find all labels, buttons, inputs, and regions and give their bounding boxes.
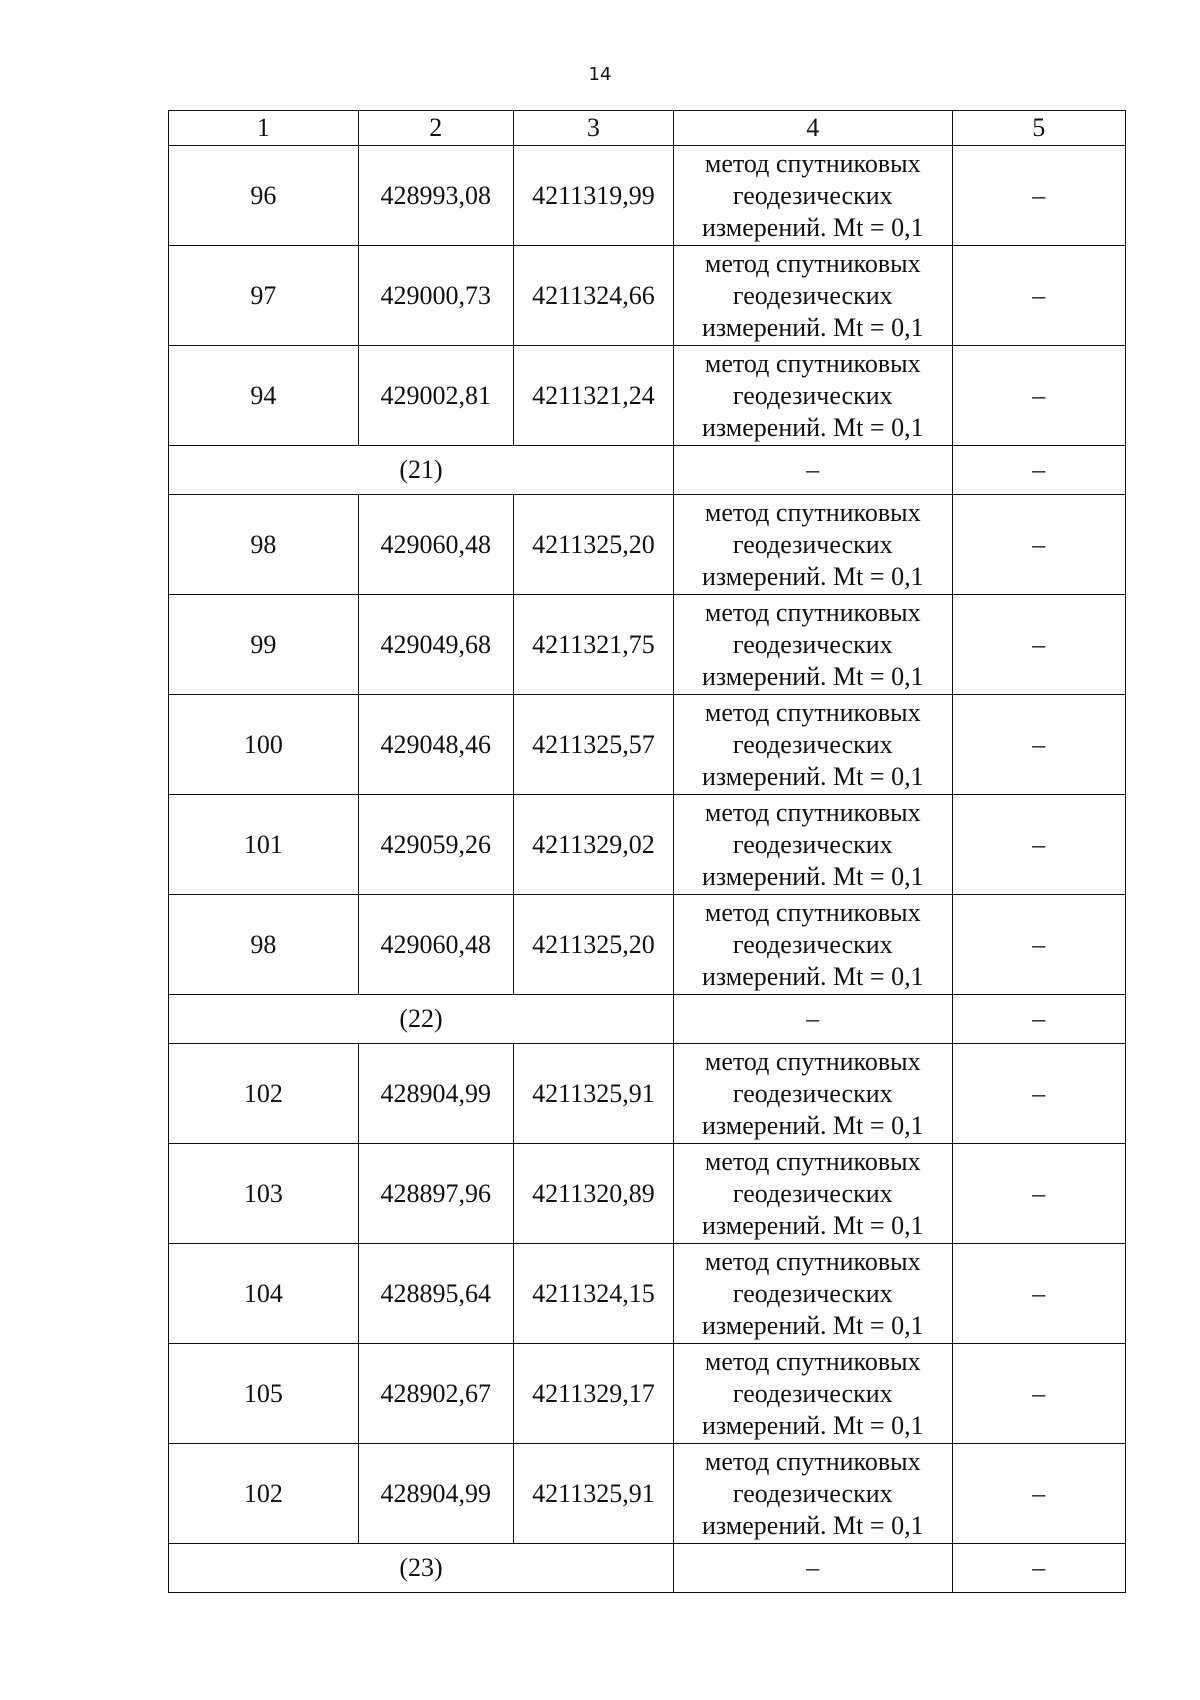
method-text-line: измерений. Mt = 0,1 — [701, 312, 924, 342]
table-row — [169, 346, 1126, 446]
method-text-line: геодезических — [732, 929, 893, 959]
point-number-cell: 104 — [169, 1244, 359, 1344]
notes-cell: – — [952, 1344, 1125, 1444]
table-row — [169, 1044, 1126, 1144]
y-coordinate-cell: 4211329,17 — [513, 1344, 673, 1444]
x-coordinate-cell: 428895,64 — [358, 1244, 513, 1344]
y-coordinate-cell: 4211321,75 — [513, 595, 673, 695]
point-number-cell: 105 — [169, 1344, 359, 1444]
y-coordinate-cell: 4211329,02 — [513, 795, 673, 895]
notes-cell: – — [952, 446, 1125, 495]
method-cell: – — [674, 446, 953, 495]
method-cell — [674, 346, 953, 446]
point-number-cell: 96 — [169, 146, 359, 246]
point-number-cell: 98 — [169, 895, 359, 995]
notes-cell: – — [952, 895, 1125, 995]
contour-row — [169, 446, 1126, 495]
method-cell — [674, 1044, 953, 1144]
table-row — [169, 1244, 1126, 1344]
method-text-line: геодезических — [732, 280, 893, 310]
method-cell — [674, 795, 953, 895]
x-coordinate-cell: 429060,48 — [358, 495, 513, 595]
table-row — [169, 1444, 1126, 1544]
method-cell: – — [674, 1544, 953, 1593]
notes-cell: – — [952, 595, 1125, 695]
method-text-line: метод спутниковых — [704, 248, 921, 278]
column-header: 2 — [358, 111, 513, 146]
point-number-cell: 100 — [169, 695, 359, 795]
point-number-cell: 101 — [169, 795, 359, 895]
method-text-line: метод спутниковых — [704, 797, 921, 827]
table-body — [169, 111, 1126, 1593]
method-text-line: метод спутниковых — [704, 1146, 921, 1176]
x-coordinate-cell: 428993,08 — [358, 146, 513, 246]
table-row — [169, 146, 1126, 246]
y-coordinate-cell: 4211325,57 — [513, 695, 673, 795]
y-coordinate-cell: 4211325,91 — [513, 1044, 673, 1144]
x-coordinate-cell: 428897,96 — [358, 1144, 513, 1244]
method-cell — [674, 495, 953, 595]
x-coordinate-cell: 428904,99 — [358, 1444, 513, 1544]
contour-row — [169, 995, 1126, 1044]
table-row — [169, 1144, 1126, 1244]
method-text-line: измерений. Mt = 0,1 — [701, 561, 924, 591]
method-text-line: геодезических — [732, 1278, 893, 1308]
method-text-line: измерений. Mt = 0,1 — [701, 1110, 924, 1140]
y-coordinate-cell: 4211324,15 — [513, 1244, 673, 1344]
notes-cell: – — [952, 1144, 1125, 1244]
point-number-cell: 98 — [169, 495, 359, 595]
notes-cell: – — [952, 1544, 1125, 1593]
point-number-cell: 103 — [169, 1144, 359, 1244]
table-row — [169, 895, 1126, 995]
point-number-cell: 99 — [169, 595, 359, 695]
y-coordinate-cell: 4211321,24 — [513, 346, 673, 446]
method-cell — [674, 246, 953, 346]
contour-label-cell: (23) — [169, 1544, 674, 1593]
method-text-line: измерений. Mt = 0,1 — [701, 412, 924, 442]
method-text-line: метод спутниковых — [704, 1446, 921, 1476]
point-number-cell: 97 — [169, 246, 359, 346]
table-row — [169, 695, 1126, 795]
method-text-line: метод спутниковых — [704, 897, 921, 927]
table-row — [169, 1344, 1126, 1444]
point-number-cell: 94 — [169, 346, 359, 446]
notes-cell: – — [952, 246, 1125, 346]
method-text-line: метод спутниковых — [704, 348, 921, 378]
method-cell — [674, 1344, 953, 1444]
contour-label-cell: (22) — [169, 995, 674, 1044]
method-cell — [674, 1444, 953, 1544]
x-coordinate-cell: 429002,81 — [358, 346, 513, 446]
method-text-line: измерений. Mt = 0,1 — [701, 1210, 924, 1240]
contour-label-cell: (21) — [169, 446, 674, 495]
point-number-cell: 102 — [169, 1044, 359, 1144]
y-coordinate-cell: 4211319,99 — [513, 146, 673, 246]
x-coordinate-cell: 428902,67 — [358, 1344, 513, 1444]
notes-cell: – — [952, 146, 1125, 246]
notes-cell: – — [952, 346, 1125, 446]
method-cell: – — [674, 995, 953, 1044]
notes-cell: – — [952, 1044, 1125, 1144]
method-text-line: измерений. Mt = 0,1 — [701, 761, 924, 791]
table-row — [169, 795, 1126, 895]
y-coordinate-cell: 4211320,89 — [513, 1144, 673, 1244]
notes-cell: – — [952, 695, 1125, 795]
method-text-line: геодезических — [732, 529, 893, 559]
method-text-line: геодезических — [732, 1078, 893, 1108]
notes-cell: – — [952, 1244, 1125, 1344]
notes-cell: – — [952, 1444, 1125, 1544]
method-text-line: измерений. Mt = 0,1 — [701, 1510, 924, 1540]
table-row — [169, 495, 1126, 595]
x-coordinate-cell: 429049,68 — [358, 595, 513, 695]
header-row — [169, 111, 1126, 146]
x-coordinate-cell: 428904,99 — [358, 1044, 513, 1144]
y-coordinate-cell: 4211325,91 — [513, 1444, 673, 1544]
method-cell — [674, 146, 953, 246]
method-text-line: геодезических — [732, 380, 893, 410]
x-coordinate-cell: 429059,26 — [358, 795, 513, 895]
method-cell — [674, 895, 953, 995]
y-coordinate-cell: 4211324,66 — [513, 246, 673, 346]
table-row — [169, 595, 1126, 695]
point-number-cell: 102 — [169, 1444, 359, 1544]
coordinates-table — [168, 110, 1126, 1593]
method-text-line: измерений. Mt = 0,1 — [701, 861, 924, 891]
y-coordinate-cell: 4211325,20 — [513, 895, 673, 995]
method-text-line: геодезических — [732, 1478, 893, 1508]
method-text-line: метод спутниковых — [704, 497, 921, 527]
method-text-line: измерений. Mt = 0,1 — [701, 661, 924, 691]
x-coordinate-cell: 429060,48 — [358, 895, 513, 995]
table-row — [169, 246, 1126, 346]
method-text-line: измерений. Mt = 0,1 — [701, 1410, 924, 1440]
method-text-line: метод спутниковых — [704, 1346, 921, 1376]
method-text-line: геодезических — [732, 180, 893, 210]
method-text-line: метод спутниковых — [704, 597, 921, 627]
method-text-line: измерений. Mt = 0,1 — [701, 961, 924, 991]
column-header: 1 — [169, 111, 359, 146]
method-text-line: геодезических — [732, 1378, 893, 1408]
method-cell — [674, 595, 953, 695]
y-coordinate-cell: 4211325,20 — [513, 495, 673, 595]
method-text-line: геодезических — [732, 729, 893, 759]
method-text-line: измерений. Mt = 0,1 — [701, 212, 924, 242]
method-text-line: метод спутниковых — [704, 697, 921, 727]
method-text-line: геодезических — [732, 829, 893, 859]
column-header: 4 — [674, 111, 953, 146]
method-text-line: метод спутниковых — [704, 148, 921, 178]
notes-cell: – — [952, 995, 1125, 1044]
notes-cell: – — [952, 795, 1125, 895]
method-cell — [674, 695, 953, 795]
method-text-line: метод спутниковых — [704, 1046, 921, 1076]
column-header: 5 — [952, 111, 1125, 146]
notes-cell: – — [952, 495, 1125, 595]
method-cell — [674, 1244, 953, 1344]
method-text-line: измерений. Mt = 0,1 — [701, 1310, 924, 1340]
method-text-line: геодезических — [732, 629, 893, 659]
x-coordinate-cell: 429000,73 — [358, 246, 513, 346]
method-text-line: метод спутниковых — [704, 1246, 921, 1276]
column-header: 3 — [513, 111, 673, 146]
method-cell — [674, 1144, 953, 1244]
contour-row — [169, 1544, 1126, 1593]
method-text-line: геодезических — [732, 1178, 893, 1208]
page-number: 14 — [588, 64, 612, 85]
x-coordinate-cell: 429048,46 — [358, 695, 513, 795]
